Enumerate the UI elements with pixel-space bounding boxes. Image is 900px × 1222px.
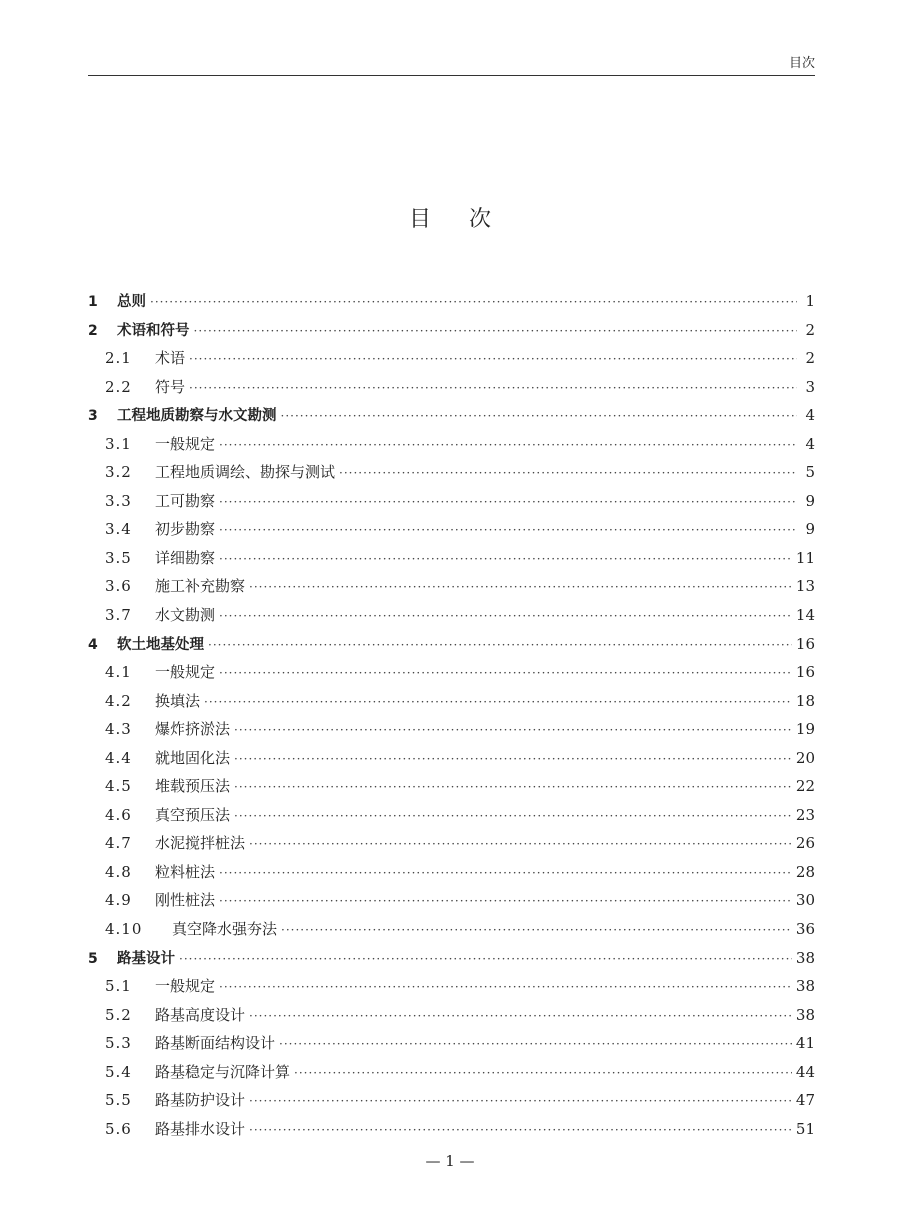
toc-entry-page: 38 xyxy=(795,1005,815,1024)
toc-entry-page: 14 xyxy=(795,606,815,625)
dot-leader xyxy=(249,837,792,851)
dot-leader xyxy=(219,666,792,680)
dot-leader xyxy=(249,580,792,594)
toc-entry[interactable] xyxy=(88,1089,815,1118)
toc-entry[interactable] xyxy=(88,604,815,633)
toc-entry-page: 44 xyxy=(795,1062,815,1081)
toc-entry-number: 5.6 xyxy=(105,1119,132,1138)
dot-leader xyxy=(294,1066,792,1080)
dot-leader xyxy=(219,980,792,994)
toc-entry-page: 38 xyxy=(795,977,815,996)
toc-entry-title: 水文勘测 xyxy=(155,606,216,625)
dot-leader xyxy=(219,495,797,509)
toc-entry-number: 4.10 xyxy=(105,920,143,939)
toc-entry-number: 4.6 xyxy=(105,805,132,824)
toc-entry-number: 4.7 xyxy=(105,834,132,853)
toc-entry[interactable] xyxy=(88,290,815,319)
toc-entry[interactable] xyxy=(88,319,815,348)
toc-entry-title: 符号 xyxy=(155,377,186,396)
toc-entry[interactable] xyxy=(88,861,815,890)
toc-entry[interactable] xyxy=(88,404,815,433)
toc-entry[interactable] xyxy=(88,747,815,776)
dot-leader xyxy=(281,923,792,937)
toc-entry[interactable] xyxy=(88,1118,815,1147)
toc-entry-page: 19 xyxy=(795,720,815,739)
toc-entry-number: 3.2 xyxy=(105,463,132,482)
toc-entry-page: 16 xyxy=(795,634,815,653)
toc-entry[interactable] xyxy=(88,889,815,918)
page-number-footer: — 1 — xyxy=(425,1152,475,1170)
toc-entry-page: 16 xyxy=(795,663,815,682)
toc-entry-title: 一般规定 xyxy=(155,977,216,996)
dot-leader xyxy=(150,295,797,309)
dot-leader xyxy=(179,952,792,966)
toc-entry-number: 4.4 xyxy=(105,748,132,767)
toc-entry-page: 41 xyxy=(795,1034,815,1053)
toc-entry-title: 就地固化法 xyxy=(155,748,231,767)
toc-entry-number: 2.2 xyxy=(105,377,132,396)
dot-leader xyxy=(219,894,792,908)
toc-entry-number: 3 xyxy=(88,408,98,425)
toc-entry[interactable] xyxy=(88,832,815,861)
toc-entry[interactable] xyxy=(88,490,815,519)
dot-leader xyxy=(234,780,792,794)
toc-entry-title: 路基设计 xyxy=(117,950,175,967)
toc-entry-page: 22 xyxy=(795,777,815,796)
toc-entry[interactable] xyxy=(88,518,815,547)
dot-leader xyxy=(219,438,797,452)
toc-entry[interactable] xyxy=(88,1004,815,1033)
toc-entry-page: 1 xyxy=(805,292,815,310)
toc-entry-page: 26 xyxy=(795,834,815,853)
dot-leader xyxy=(234,809,792,823)
toc-entry-number: 4.3 xyxy=(105,720,132,739)
dot-leader xyxy=(219,552,792,566)
toc-entry-title: 一般规定 xyxy=(155,663,216,682)
dot-leader xyxy=(219,523,797,537)
toc-entry-number: 4.8 xyxy=(105,862,132,881)
toc-entry-page: 23 xyxy=(795,805,815,824)
toc-entry-page: 3 xyxy=(805,377,815,396)
toc-entry[interactable] xyxy=(88,347,815,376)
dot-leader xyxy=(281,409,798,423)
toc-entry-number: 3.3 xyxy=(105,491,132,510)
dot-leader xyxy=(279,1037,792,1051)
toc-entry-number: 5.2 xyxy=(105,1005,132,1024)
toc-entry[interactable] xyxy=(88,975,815,1004)
toc-entry-page: 28 xyxy=(795,862,815,881)
toc-entry-title: 粒料桩法 xyxy=(155,862,216,881)
toc-entry[interactable] xyxy=(88,661,815,690)
dot-leader xyxy=(249,1094,792,1108)
toc-entry[interactable] xyxy=(88,1032,815,1061)
toc-entry-number: 3.1 xyxy=(105,434,132,453)
toc-entry-page: 4 xyxy=(805,434,815,453)
page-title: 目次 xyxy=(408,207,529,232)
toc-entry-title: 堆载预压法 xyxy=(155,777,231,796)
toc-entry-title: 路基高度设计 xyxy=(155,1005,246,1024)
toc-entry[interactable] xyxy=(88,575,815,604)
toc-entry[interactable] xyxy=(88,376,815,405)
running-header-text: 目次 xyxy=(788,56,815,71)
toc-entry-title: 工可勘察 xyxy=(155,491,216,510)
toc-entry[interactable] xyxy=(88,547,815,576)
dot-leader xyxy=(194,324,798,338)
dot-leader xyxy=(219,609,792,623)
dot-leader xyxy=(249,1123,792,1137)
toc-entry[interactable] xyxy=(88,718,815,747)
toc-entry-page: 51 xyxy=(795,1119,815,1138)
toc-entry-title: 详细勘察 xyxy=(155,548,216,567)
toc-entry[interactable] xyxy=(88,433,815,462)
dot-leader xyxy=(234,752,792,766)
toc-entry-number: 5.1 xyxy=(105,977,132,996)
toc-entry-title: 软土地基处理 xyxy=(117,636,204,653)
toc-entry[interactable] xyxy=(88,461,815,490)
toc-entry-title: 真空预压法 xyxy=(155,805,231,824)
running-header xyxy=(88,50,815,76)
toc-entry-number: 3.6 xyxy=(105,577,132,596)
toc-entry-title: 路基防护设计 xyxy=(155,1091,246,1110)
toc-entry-page: 9 xyxy=(805,491,815,510)
toc-entry-title: 真空降水强夯法 xyxy=(172,920,278,939)
toc-entry-page: 13 xyxy=(795,577,815,596)
toc-entry[interactable] xyxy=(88,690,815,719)
toc-entry-page: 2 xyxy=(805,349,815,368)
dot-leader xyxy=(208,638,792,652)
toc-entry[interactable] xyxy=(88,633,815,662)
toc-entry-page: 11 xyxy=(795,548,815,567)
toc-entry-number: 5 xyxy=(88,950,98,967)
dot-leader xyxy=(204,695,792,709)
toc-entry-page: 9 xyxy=(805,520,815,539)
toc-entry[interactable] xyxy=(88,775,815,804)
toc-entry-number: 3.5 xyxy=(105,548,132,567)
dot-leader xyxy=(339,466,797,480)
toc-entry-title: 工程地质勘察与水文勘测 xyxy=(117,408,277,425)
toc-entry[interactable] xyxy=(88,918,815,947)
toc-entry-page: 38 xyxy=(795,948,815,967)
toc-entry[interactable] xyxy=(88,1061,815,1090)
toc-entry-page: 36 xyxy=(795,920,815,939)
dot-leader xyxy=(189,352,797,366)
toc-entry-title: 刚性桩法 xyxy=(155,891,216,910)
toc-entry-number: 3.4 xyxy=(105,520,132,539)
toc-entry-number: 4.9 xyxy=(105,891,132,910)
toc-entry-page: 2 xyxy=(805,320,815,339)
toc-entry-page: 5 xyxy=(805,463,815,482)
table-of-contents xyxy=(88,290,815,1146)
toc-entry-title: 爆炸挤淤法 xyxy=(155,720,231,739)
toc-entry-number: 5.4 xyxy=(105,1062,132,1081)
toc-entry-number: 4 xyxy=(88,636,98,653)
dot-leader xyxy=(219,866,792,880)
toc-entry-number: 4.2 xyxy=(105,691,132,710)
toc-entry-title: 路基排水设计 xyxy=(155,1119,246,1138)
toc-entry-number: 2.1 xyxy=(105,349,132,368)
toc-entry-title: 换填法 xyxy=(155,691,201,710)
toc-entry-title: 路基断面结构设计 xyxy=(155,1034,276,1053)
toc-entry-title: 施工补充勘察 xyxy=(155,577,246,596)
toc-entry-number: 1 xyxy=(88,294,98,310)
toc-entry-number: 3.7 xyxy=(105,606,132,625)
toc-entry-number: 5.5 xyxy=(105,1091,132,1110)
toc-entry-title: 工程地质调绘、勘探与测试 xyxy=(155,463,336,482)
toc-entry-title: 术语 xyxy=(155,349,186,368)
toc-entry-page: 20 xyxy=(795,748,815,767)
toc-entry[interactable] xyxy=(88,804,815,833)
toc-entry-page: 47 xyxy=(795,1091,815,1110)
toc-entry-title: 术语和符号 xyxy=(117,322,190,339)
toc-entry-page: 18 xyxy=(795,691,815,710)
toc-entry-title: 初步勘察 xyxy=(155,520,216,539)
toc-entry-number: 5.3 xyxy=(105,1034,132,1053)
toc-entry-title: 水泥搅拌桩法 xyxy=(155,834,246,853)
dot-leader xyxy=(189,381,797,395)
toc-entry-number: 4.1 xyxy=(105,663,132,682)
dot-leader xyxy=(234,723,792,737)
toc-entry-title: 路基稳定与沉降计算 xyxy=(155,1062,291,1081)
toc-entry-number: 2 xyxy=(88,322,98,339)
toc-entry-number: 4.5 xyxy=(105,777,132,796)
toc-entry-title: 总则 xyxy=(117,294,146,310)
dot-leader xyxy=(249,1009,792,1023)
toc-entry[interactable] xyxy=(88,947,815,976)
toc-entry-page: 30 xyxy=(795,891,815,910)
toc-entry-title: 一般规定 xyxy=(155,434,216,453)
toc-entry-page: 4 xyxy=(805,406,815,425)
